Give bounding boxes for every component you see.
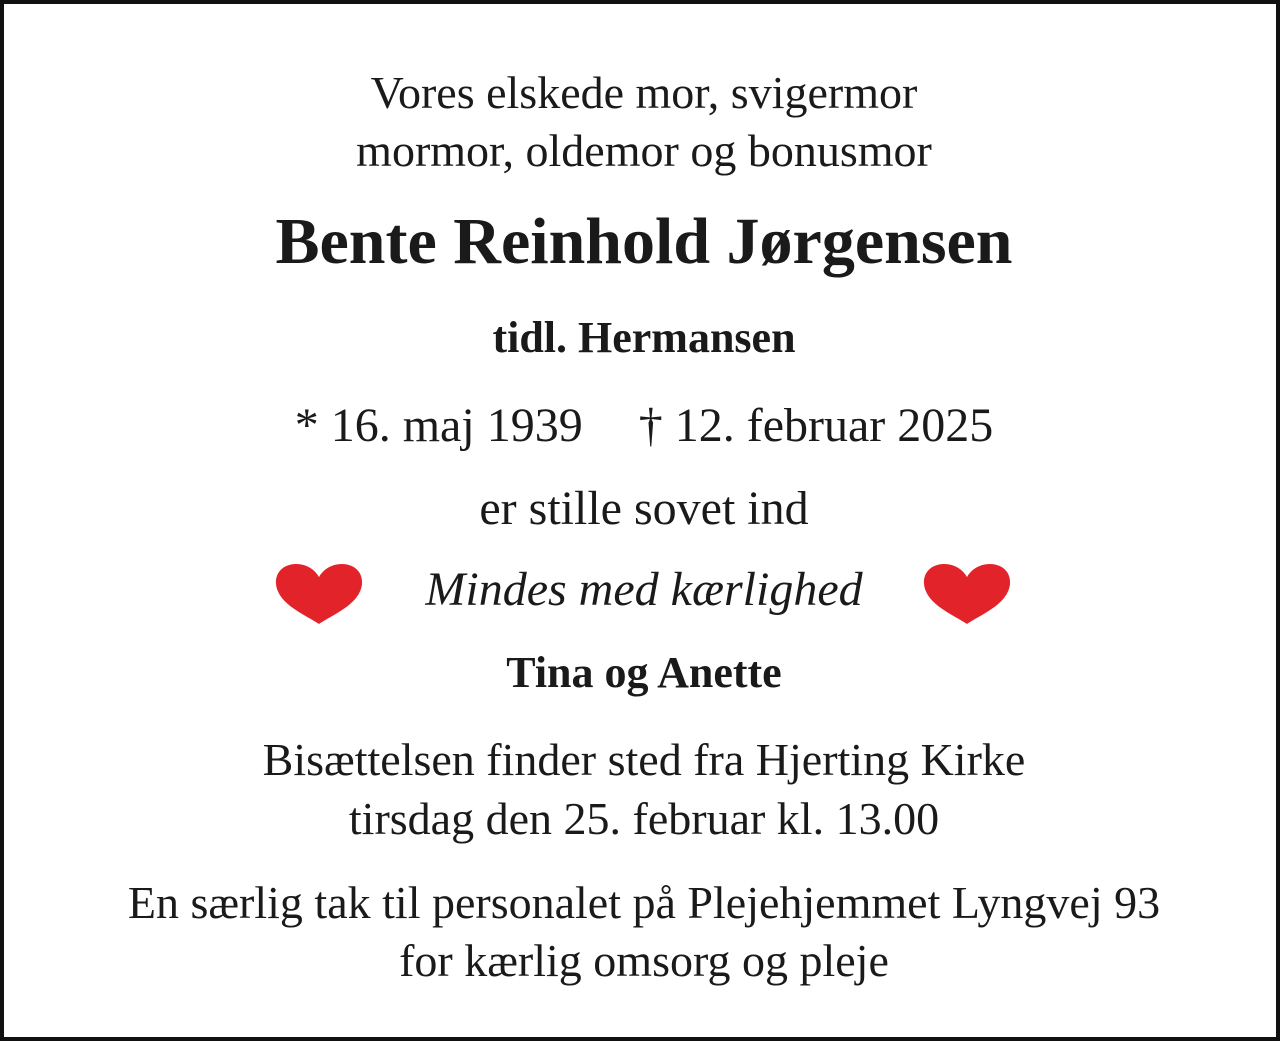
thanks-line-1: En særlig tak til personalet på Plejehjemmet Lyngvej 93 <box>127 877 1161 928</box>
remembrance-text: Mindes med kærlighed <box>425 563 863 616</box>
intro-line-1: Vores elskede mor, svigermor <box>370 67 918 118</box>
maiden-name: tidl. Hermansen <box>492 313 796 362</box>
funeral-line-2: tirsdag den 25. februar kl. 13.00 <box>348 793 940 844</box>
birth-date: * 16. maj 1939 <box>294 399 583 452</box>
intro-line-2: mormor, oldemor og bonusmor <box>356 125 932 176</box>
death-date: † 12. februar 2025 <box>638 399 994 452</box>
life-dates <box>4 399 1280 452</box>
heart-shape <box>924 564 1010 624</box>
deceased-name: Bente Reinhold Jørgensen <box>275 205 1013 278</box>
signed-by: Tina og Anette <box>506 648 782 697</box>
thanks-line-2: for kærlig omsorg og pleje <box>399 935 889 986</box>
heart-icon <box>922 562 1012 626</box>
remembrance-row <box>4 562 1280 626</box>
funeral-line-1: Bisættelsen finder sted fra Hjerting Kirke <box>262 734 1026 785</box>
passing-text: er stille sovet ind <box>479 482 809 535</box>
heart-icon-right-graphic <box>922 562 1012 626</box>
